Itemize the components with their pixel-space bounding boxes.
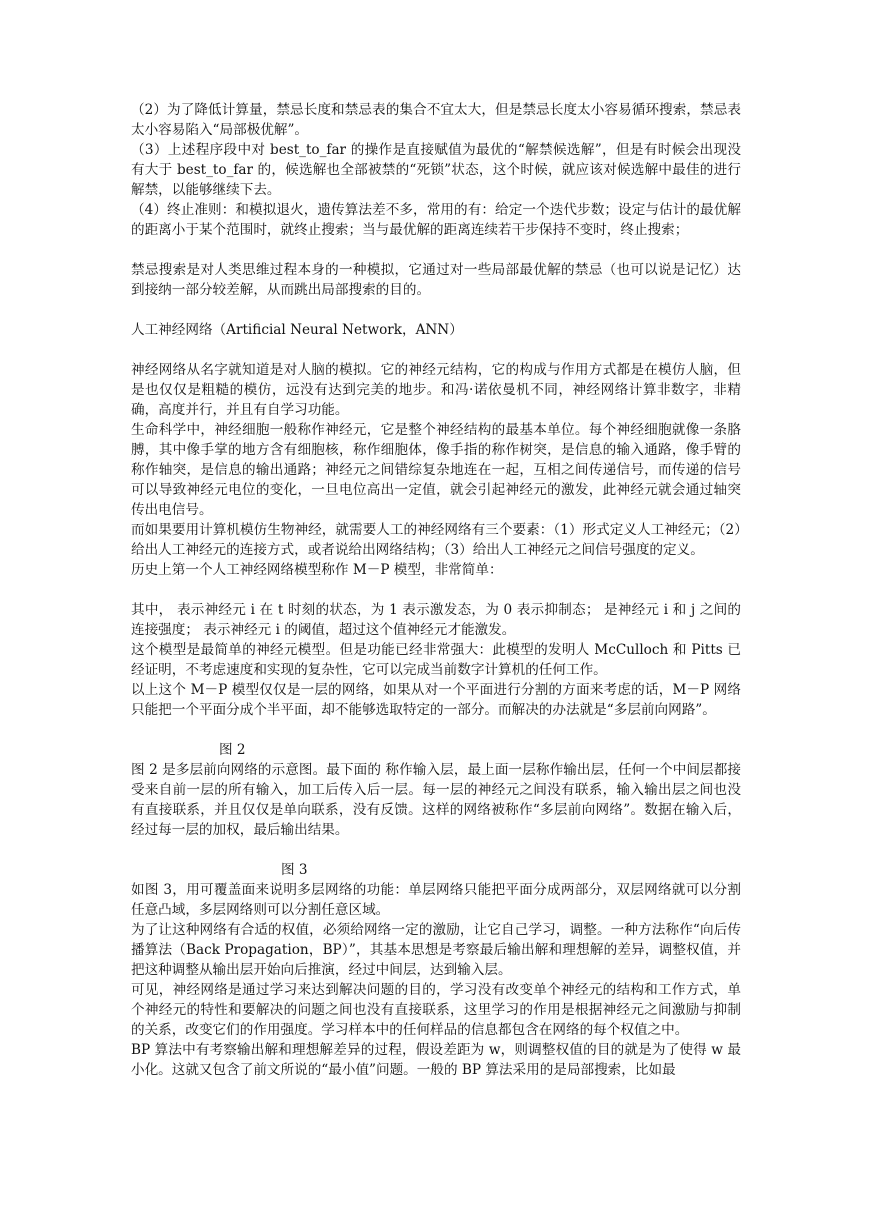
blank-line (131, 580, 741, 600)
document-page (131, 100, 741, 1080)
paragraph-backprop: 为了让这种网络有合适的权值，必须给网络一定的激励，让它自己学习，调整。一种方法称作“向后传播算法（Back Propagation，BP）”，其基本思想是考察最后输出解和理想解的差异，调整权值，并把这种调整从输出层开始向后推演，经过中间层，达到输入层。 (131, 922, 741, 978)
paragraph-learning: 可见，神经网络是通过学习来达到解决问题的目的，学习没有改变单个神经元的结构和工作方式，单个神经元的特性和要解决的问题之间也没有直接联系，这里学习的作用是根据神经元之间激励与抑制的关系，改变它们的作用强度。学习样本中的任何样品的信息都包含在网络的每个权值之中。 (131, 982, 741, 1038)
figure-2-caption: 图 2 (219, 742, 246, 758)
blank-line (131, 240, 741, 260)
paragraph-tabu-summary: 禁忌搜索是对人类思维过程本身的一种模拟，它通过对一些局部最优解的禁忌（也可以说是记忆）达到接纳一部分较差解，从而跳出局部搜索的目的。 (131, 262, 741, 298)
paragraph-bp-minimize: BP 算法中有考察输出解和理想解差异的过程，假设差距为 w，则调整权值的目的就是为了使得 w 最小化。这就又包含了前文所说的“最小值”问题。一般的 BP 算法采用的是局部搜索，比如最 (131, 1042, 741, 1078)
paragraph-mp-model: 历史上第一个人工神经网络模型称作 M－P 模型，非常简单： (131, 562, 503, 578)
figure-3-caption: 图 3 (281, 862, 308, 878)
blank-line (131, 340, 741, 360)
blank-line (131, 840, 741, 860)
paragraph-neuron-biology: 生命科学中，神经细胞一般称作神经元，它是整个神经结构的最基本单位。每个神经细胞就像一条胳膊，其中像手掌的地方含有细胞核，称作细胞体，像手指的称作树突，是信息的输入通路，像手臂的称作轴突，是信息的输出通路；神经元之间错综复杂地连在一起，互相之间传递信号，而传递的信号可以导致神经元电位的变化，一旦电位高出一定值，就会引起神经元的激发，此神经元就会通过轴突传出电信号。 (131, 422, 741, 518)
paragraph-figure-2: 图 2 是多层前向网络的示意图。最下面的 称作输入层，最上面一层称作输出层，任何一个中间层都接受来自前一层的所有输入，加工后传入后一层。每一层的神经元之间没有联系，输入输出层之间也没有直接联系，并且仅仅是单向联系，没有反馈。这样的网络被称作“多层前向网络”。数据在输入后，经过每一层的加权，最后输出结果。 (131, 762, 741, 838)
paragraph-mp-definitions: 其中， 表示神经元 i 在 t 时刻的状态，为 1 表示激发态，为 0 表示抑制态； 是神经元 i 和 j 之间的连接强度； 表示神经元 i 的阈值，超过这个值神经元才能激发。 (131, 602, 741, 638)
paragraph-termination: （4）终止准则：和模拟退火，遗传算法差不多，常用的有：给定一个迭代步数；设定与估计的最优解的距离小于某个范围时，就终止搜索；当与最优解的距离连续若干步保持不变时，终止搜索； (131, 202, 741, 238)
paragraph-figure-3: 如图 3，用可覆盖面来说明多层网络的功能：单层网络只能把平面分成两部分，双层网络就可以分割任意凸域，多层网络则可以分割任意区域。 (131, 882, 741, 918)
paragraph-tabu-length: （2）为了降低计算量，禁忌长度和禁忌表的集合不宜太大，但是禁忌长度太小容易循环搜索，禁忌表太小容易陷入“局部极优解”。 (131, 102, 741, 138)
section-heading-ann: 人工神经网络（Artificial Neural Network，ANN） (131, 322, 463, 338)
blank-line (131, 720, 741, 740)
paragraph-ann-intro: 神经网络从名字就知道是对人脑的模拟。它的神经元结构，它的构成与作用方式都是在模仿人脑，但是也仅仅是粗糙的模仿，远没有达到完美的地步。和冯·诺依曼机不同，神经网络计算非数字，非精确，高度并行，并且有自学习功能。 (131, 362, 741, 418)
paragraph-multilayer-need: 以上这个 M－P 模型仅仅是一层的网络，如果从对一个平面进行分割的方面来考虑的话，M－P 网络只能把一个平面分成个半平面，却不能够选取特定的一部分。而解决的办法就是“多层前向网路”。 (131, 682, 741, 718)
paragraph-best-to-far: （3）上述程序段中对 best_to_far 的操作是直接赋值为最优的“解禁候选解”，但是有时候会出现没有大于 best_to_far 的，候选解也全部被禁的“死锁”状态，这个时候，就应该对候选解中最佳的进行解禁，以能够继续下去。 (131, 142, 741, 198)
paragraph-mp-power: 这个模型是最简单的神经元模型。但是功能已经非常强大：此模型的发明人 McCulloch 和 Pitts 已经证明，不考虑速度和实现的复杂性，它可以完成当前数字计算机的任何工作。 (131, 642, 741, 678)
blank-line (131, 300, 741, 320)
paragraph-three-elements: 而如果要用计算机模仿生物神经，就需要人工的神经网络有三个要素：（1）形式定义人工神经元；（2）给出人工神经元的连接方式，或者说给出网络结构；（3）给出人工神经元之间信号强度的定义。 (131, 522, 741, 558)
